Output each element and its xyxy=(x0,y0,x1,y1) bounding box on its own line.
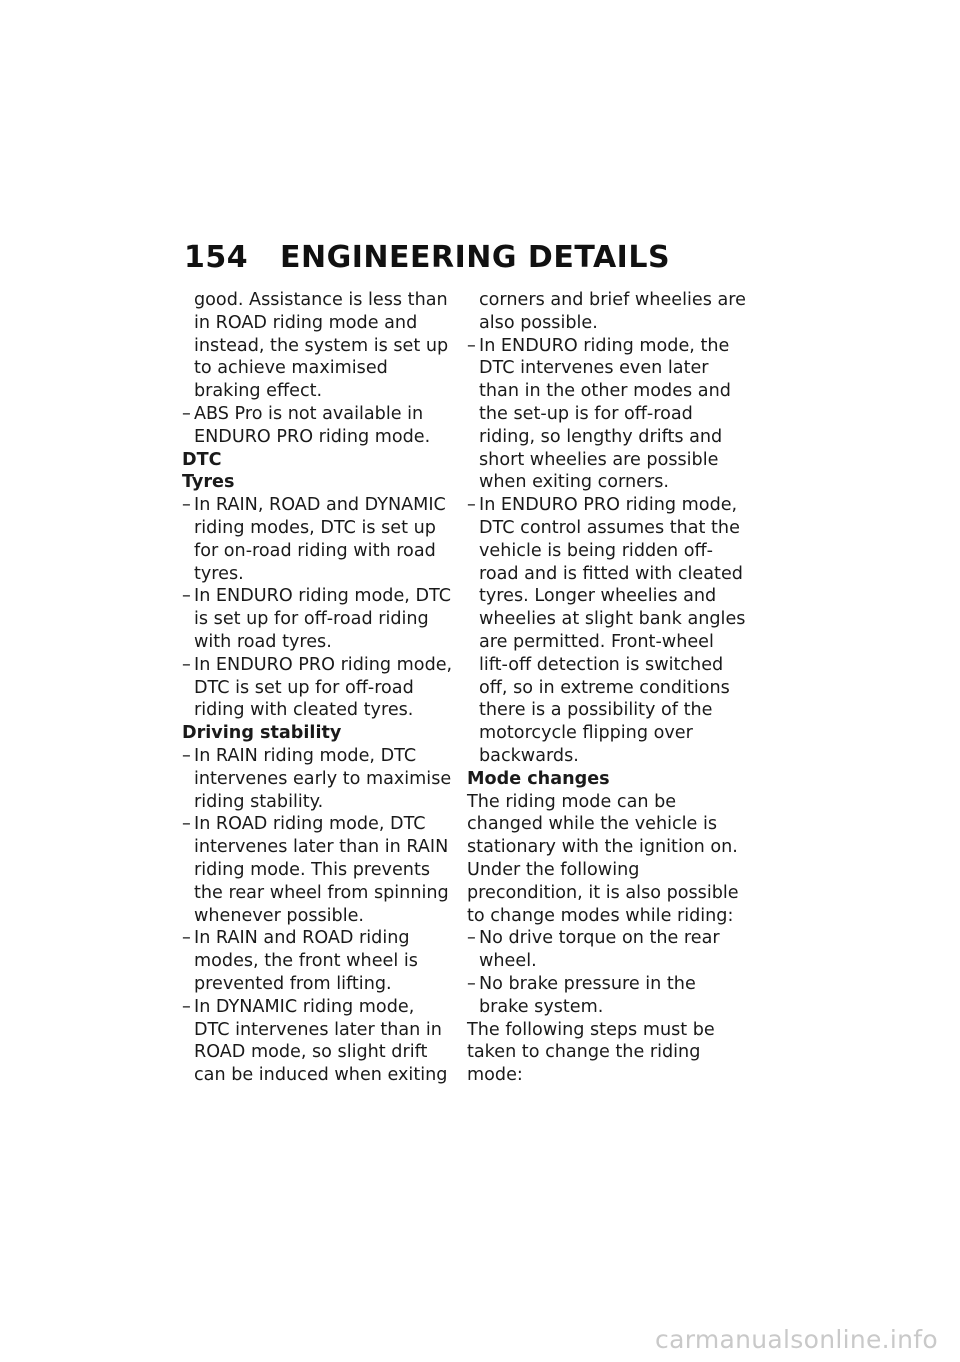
mode-changes-heading: Mode changes xyxy=(467,768,610,789)
tyres-list xyxy=(182,494,454,722)
list-item: – In RAIN, ROAD and DYNAMIC riding modes, DTC is set up for on-road riding with road tyres. xyxy=(182,494,454,585)
tyres-heading: Tyres xyxy=(182,472,235,493)
continued-paragraph: corners and brief wheelies are also possible. xyxy=(479,290,746,333)
stability-list xyxy=(182,745,454,1087)
precondition-list xyxy=(467,927,747,1018)
list-item: – In ENDURO PRO riding mode, DTC is set up for off-road riding with cleated tyres. xyxy=(182,654,454,722)
right-column xyxy=(467,289,747,1087)
steps-paragraph: The following steps must be taken to change the riding mode: xyxy=(467,1019,715,1086)
continued-paragraph: good. Assistance is less than in ROAD riding mode and instead, the system is set up to achieve maximised braking effect. xyxy=(194,290,449,402)
dtc-mode-list xyxy=(467,335,747,768)
list-item: – In ROAD riding mode, DTC intervenes later than in RAIN riding mode. This prevents the rear wheel from spinning whenever possible. xyxy=(182,813,454,927)
abs-list xyxy=(182,403,454,449)
list-item: – In ENDURO riding mode, the DTC intervenes even later than in the other modes and the set-up is for off-road riding, so lengthy drifts and short wheelies are possible when exiting corners. xyxy=(467,335,747,495)
list-item: – In RAIN and ROAD riding modes, the front wheel is prevented from lifting. xyxy=(182,927,454,995)
watermark: carmanualsonline.info xyxy=(655,1325,938,1354)
page-number: 154 xyxy=(184,240,249,275)
section-title: ENGINEERING DETAILS xyxy=(280,240,671,275)
page-header xyxy=(184,240,670,275)
list-item: – In ENDURO PRO riding mode, DTC control assumes that the vehicle is being ridden off-road and is fitted with cleated tyres. Longer wheelies and wheelies at slight bank angles are permitted. Front-wheel lift-off detection is switched off, so in extreme conditions there is a possibility of the motorcycle flipping over backwards. xyxy=(467,494,747,768)
left-column xyxy=(182,289,454,1087)
dtc-heading: DTC xyxy=(182,449,222,470)
driving-stability-heading: Driving stability xyxy=(182,723,342,744)
list-item: – In ENDURO riding mode, DTC is set up for off-road riding with road tyres. xyxy=(182,585,454,653)
list-item: – In DYNAMIC riding mode, DTC intervenes later than in ROAD mode, so slight drift can be induced when exiting xyxy=(182,996,454,1087)
list-item: – No drive torque on the rear wheel. xyxy=(467,927,747,973)
list-item: – In RAIN riding mode, DTC intervenes early to maximise riding stability. xyxy=(182,745,454,813)
list-item: – ABS Pro is not available in ENDURO PRO riding mode. xyxy=(182,403,454,449)
mode-changes-paragraph: The riding mode can be changed while the vehicle is stationary with the ignition on. Under the following precondition, it is also possible to change modes while riding: xyxy=(467,791,739,926)
list-item: – No brake pressure in the brake system. xyxy=(467,973,747,1019)
